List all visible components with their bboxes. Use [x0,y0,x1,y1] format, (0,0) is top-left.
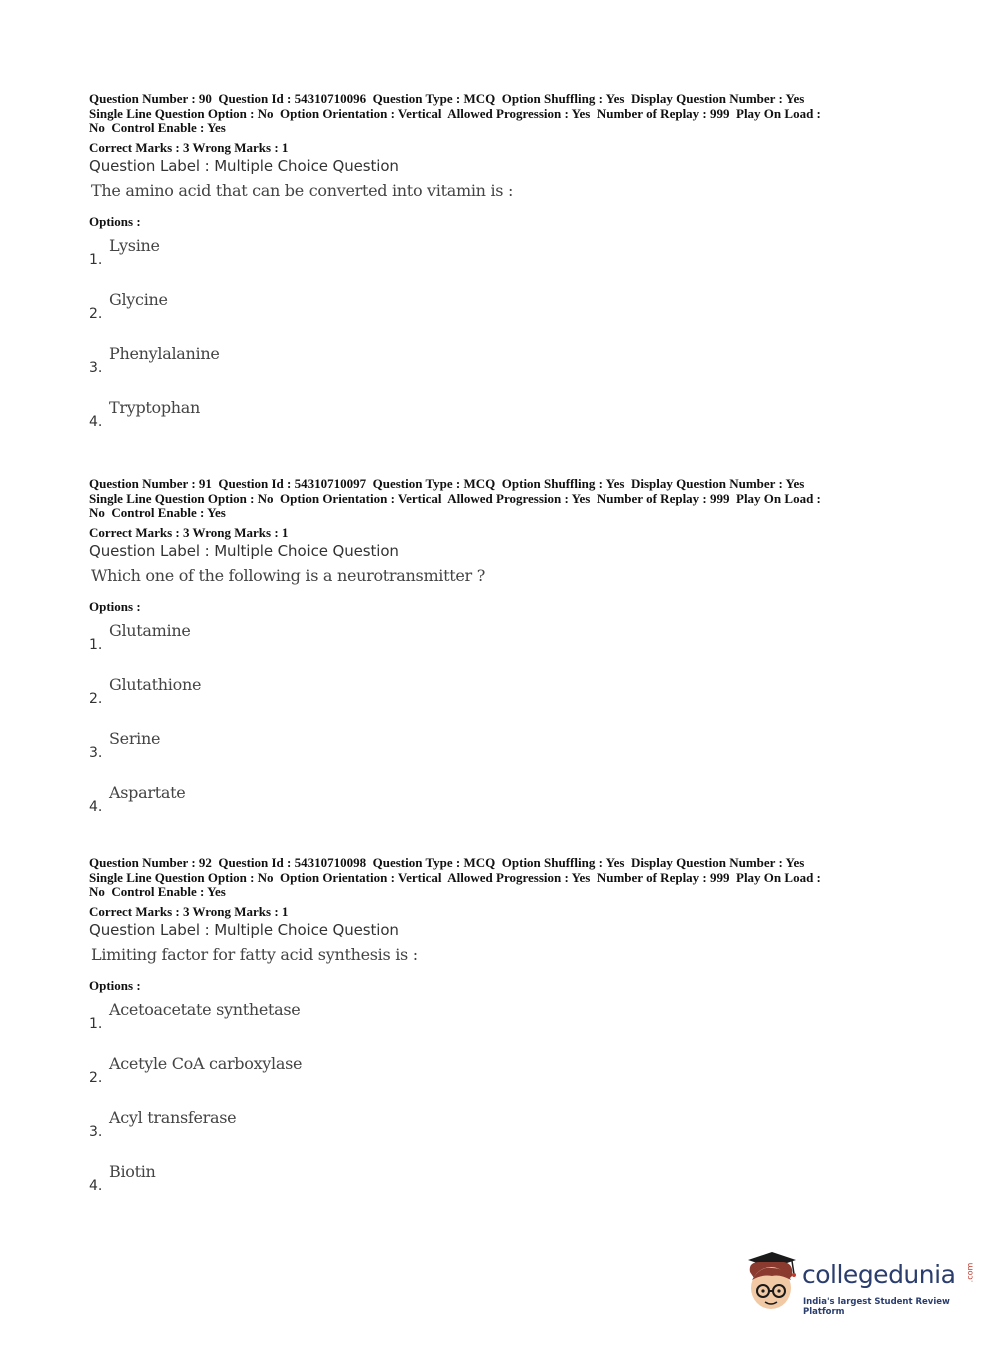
question-label: Question Label : Multiple Choice Question [89,921,399,939]
collegedunia-logo[interactable] [742,1250,975,1320]
option-4[interactable] [89,1162,919,1216]
option-text: Biotin [109,1162,156,1181]
option-number: 1. [89,1016,103,1032]
option-number: 2. [89,691,103,707]
question-92 [89,856,919,1216]
logo-wordmark: collegedunia [802,1260,956,1289]
option-number: 3. [89,745,103,761]
question-meta-line: Single Line Question Option : No Option Orientation : Vertical Allowed Progression : Yes Number of Replay : 999 Play On Load : [89,869,821,885]
option-text: Glutathione [109,675,202,694]
option-text: Glycine [109,290,168,309]
option-number: 3. [89,1124,103,1140]
option-4[interactable] [89,398,919,452]
option-4[interactable] [89,783,919,837]
option-text: Aspartate [109,783,186,802]
question-meta-line: Single Line Question Option : No Option Orientation : Vertical Allowed Progression : Yes Number of Replay : 999 Play On Load : [89,105,821,121]
option-number: 4. [89,799,103,815]
option-2[interactable] [89,1054,919,1108]
question-meta-line: No Control Enable : Yes [89,884,226,899]
options-title: Options : [89,214,141,229]
option-1[interactable] [89,1000,919,1054]
question-marks: Correct Marks : 3 Wrong Marks : 1 [89,139,289,155]
question-marks: Correct Marks : 3 Wrong Marks : 1 [89,903,289,919]
question-meta-line: Question Number : 92 Question Id : 54310710098 Question Type : MCQ Option Shuffling : Yes Display Question Number : Yes [89,855,805,870]
logo-tagline: India's largest Student Review Platform [803,1297,950,1317]
option-1[interactable] [89,621,919,675]
option-text: Acetoacetate synthetase [109,1000,301,1019]
logo-domain-suffix: .com [965,1262,975,1283]
option-number: 1. [89,637,103,653]
option-text: Acyl transferase [109,1108,237,1127]
question-meta-line: Question Number : 91 Question Id : 54310710097 Question Type : MCQ Option Shuffling : Yes Display Question Number : Yes [89,476,805,491]
option-2[interactable] [89,675,919,729]
options-title: Options : [89,978,141,993]
question-label: Question Label : Multiple Choice Question [89,157,399,175]
question-meta-line: Question Number : 90 Question Id : 54310710096 Question Type : MCQ Option Shuffling : Yes Display Question Number : Yes [89,91,805,106]
option-text: Acetyle CoA carboxylase [109,1054,303,1073]
question-90 [89,92,919,452]
option-3[interactable] [89,344,919,398]
option-text: Serine [109,729,161,748]
option-3[interactable] [89,729,919,783]
option-number: 1. [89,252,103,268]
option-number: 4. [89,414,103,430]
option-1[interactable] [89,236,919,290]
question-91 [89,477,919,837]
option-text: Glutamine [109,621,191,640]
option-number: 2. [89,1070,103,1086]
question-meta-line: Single Line Question Option : No Option Orientation : Vertical Allowed Progression : Yes Number of Replay : 999 Play On Load : [89,490,821,506]
option-number: 4. [89,1178,103,1194]
options-title: Options : [89,599,141,614]
options-list [89,1000,919,1216]
question-text: Which one of the following is a neurotransmitter ? [91,566,485,585]
question-text: The amino acid that can be converted into vitamin is : [91,181,514,200]
options-list [89,621,919,837]
mascot-icon [742,1250,802,1318]
option-number: 3. [89,360,103,376]
question-text: Limiting factor for fatty acid synthesis is : [91,945,418,964]
option-text: Tryptophan [109,398,201,417]
question-meta-line: No Control Enable : Yes [89,120,226,135]
question-meta-line: No Control Enable : Yes [89,505,226,520]
question-label: Question Label : Multiple Choice Question [89,542,399,560]
option-text: Lysine [109,236,160,255]
option-2[interactable] [89,290,919,344]
option-3[interactable] [89,1108,919,1162]
question-marks: Correct Marks : 3 Wrong Marks : 1 [89,524,289,540]
option-text: Phenylalanine [109,344,220,363]
option-number: 2. [89,306,103,322]
options-list [89,236,919,452]
